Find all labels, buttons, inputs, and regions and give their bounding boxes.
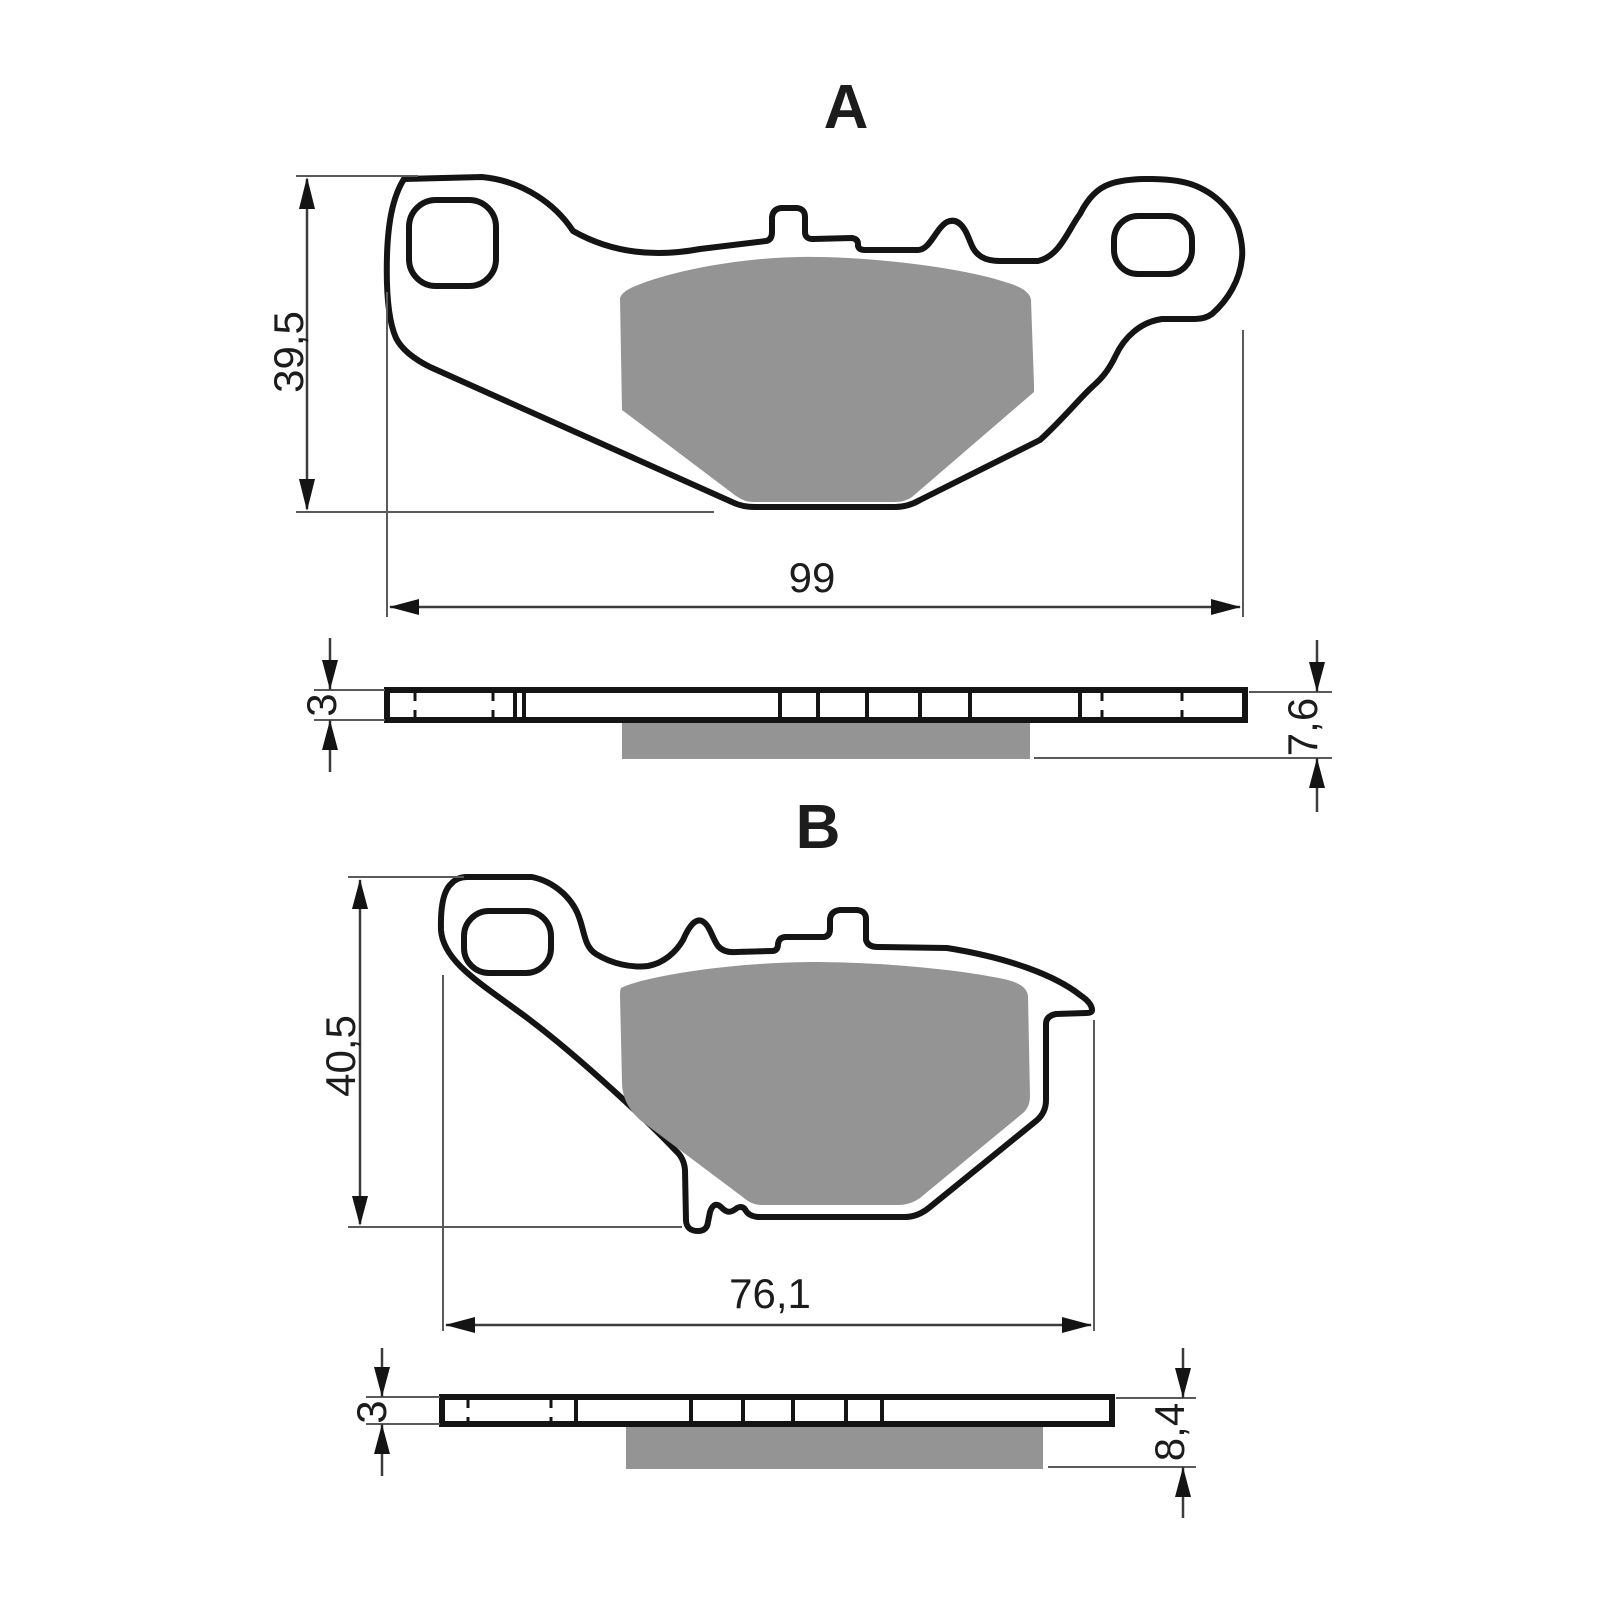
view-a-front	[265, 73, 1243, 617]
view-a-side	[298, 638, 1332, 812]
dimension-b-plate-thickness	[348, 1348, 440, 1476]
arrow-up-icon	[374, 1424, 390, 1454]
arrow-right-icon	[1211, 599, 1241, 615]
dim-b-plate-value: 3	[348, 1400, 395, 1424]
dim-b-total-value: 8,4	[1146, 1402, 1193, 1462]
arrow-right-icon	[1062, 1317, 1092, 1333]
arrow-down-icon	[374, 1367, 390, 1397]
arrow-up-icon	[1175, 1467, 1191, 1497]
dim-b-width-value: 76,1	[729, 1270, 811, 1317]
pad-b-hole	[464, 911, 551, 973]
dimension-b-total-thickness	[1048, 1348, 1196, 1518]
view-a-label: A	[823, 73, 869, 142]
arrow-down-icon	[1309, 662, 1325, 692]
pad-b-side-friction	[626, 1424, 1043, 1469]
view-b-label: B	[795, 793, 841, 862]
view-b-front	[317, 793, 1094, 1333]
arrow-up-icon	[322, 720, 338, 750]
dimension-a-plate-thickness	[298, 638, 385, 772]
dim-b-height-value: 40,5	[317, 1015, 364, 1097]
arrow-down-icon	[352, 1196, 368, 1226]
arrow-left-icon	[389, 599, 419, 615]
arrow-up-icon	[299, 177, 315, 209]
dim-a-height-value: 39,5	[265, 311, 312, 393]
dim-a-plate-value: 3	[298, 693, 345, 717]
pad-b-side-plate	[442, 1397, 1112, 1424]
arrow-up-icon	[352, 879, 368, 909]
dimension-a-total-thickness	[1034, 640, 1332, 812]
dim-a-width-value: 99	[788, 554, 836, 601]
dim-a-total-value: 7,6	[1279, 697, 1326, 757]
pad-a-left-hole	[409, 200, 496, 286]
pad-a-right-hole	[1114, 216, 1192, 274]
arrow-down-icon	[299, 479, 315, 511]
view-b-side	[348, 1348, 1196, 1518]
arrow-up-icon	[1309, 758, 1325, 788]
arrow-down-icon	[1175, 1368, 1191, 1398]
arrow-down-icon	[322, 660, 338, 690]
arrow-left-icon	[445, 1317, 475, 1333]
pad-a-side-friction	[622, 720, 1030, 759]
